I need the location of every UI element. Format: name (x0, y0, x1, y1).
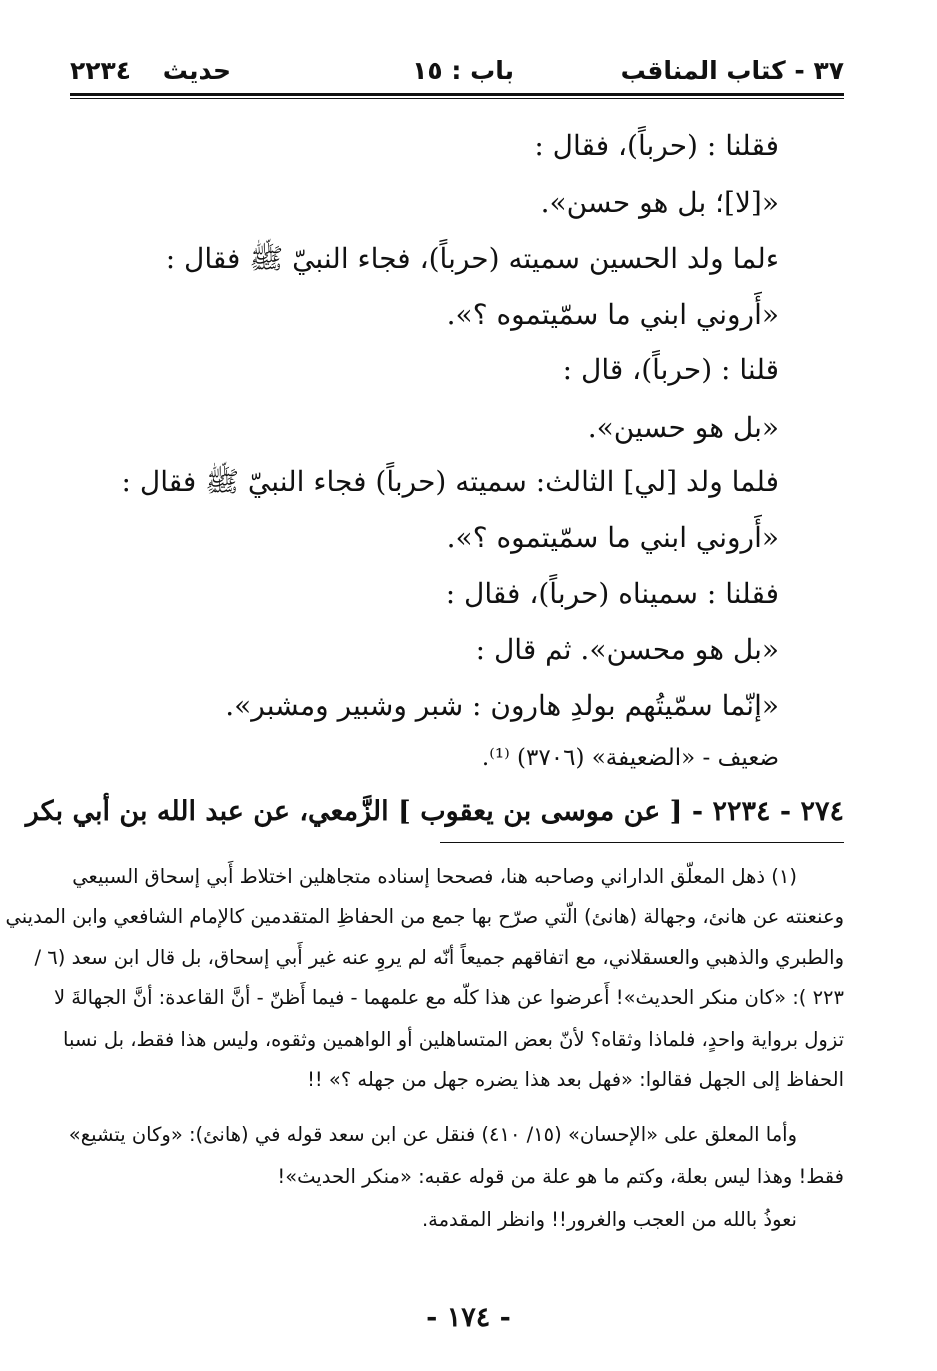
hadith-label: حديث (162, 56, 231, 85)
grading-line: ضعيف - «الضعيفة» (٣٧٠٦) ⁽¹⁾. (481, 745, 779, 771)
footnote-line: تزول برواية واحدٍ، فلماذا وثقاه؟ لأنّ بعض المتساهلين أو الواهمين وثقوه، وليس هذا فقط، بل نسبا (63, 1028, 844, 1051)
hadith-number: ٢٢٣٤ (70, 56, 132, 85)
header-rule-thin (70, 98, 844, 99)
footnote-line: الحفاظ إلى الجهل فقالوا: «فهل بعد هذا يضره جهل من جهله ؟» !! (307, 1068, 844, 1091)
body-line: فلما ولد [لي] الثالث: سميته (حرباً) فجاء النبيّ ﷺ فقال : (121, 465, 779, 498)
body-line: فقلنا : سميناه (حرباً)، فقال : (445, 577, 779, 610)
footnote-line: فقط! وهذا ليس بعلة، وكتم ما هو علة من قوله عقبه: «منكر الحديث»! (277, 1165, 844, 1188)
body-line: «أَروني ابني ما سمّيتموه ؟». (446, 298, 779, 331)
chapter-title: ٣٧ - كتاب المناقب (620, 56, 844, 85)
body-line: «[لا]؛ بل هو حسن». (540, 186, 779, 219)
footnote-line: والطبري والذهبي والعسقلاني، مع اتفاقهم جميعاً أنّه لم يروِ عنه غير أَبي إسحاق، بل قال ابن سعد (٦ / (34, 946, 844, 969)
footnote-line: وعنعنته عن هانئ، وجهالة (هانئ) الّتي صرّح بها جمع من الحفاظِ المتقدمين كالإمام الشافعي وابن المديني (5, 905, 844, 928)
next-hadith-heading: ٢٧٤ - ٢٢٣٤ - [ عن موسى بن يعقوب ] الزَّمعي، عن عبد الله بن أبي بكر (25, 796, 844, 827)
running-header (70, 52, 844, 92)
header-rule-thick (70, 93, 844, 96)
body-line: «بل هو محسن». ثم قال : (475, 633, 779, 666)
footnote-line: (١) ذهل المعلّق الداراني وصاحبه هنا، فصححا إسناده متجاهلين اختلاط أَبي إسحاق السبيعي (72, 865, 797, 888)
footnote-line: ٢٢٣ ): «كان منكر الحديث»! أَعرضوا عن هذا كلّه مع علمهما - فيما أَظنّ - أنَّ القاعدة: أنَّ الجهالةَ لا (53, 986, 844, 1009)
footnote-line: نعوذُ بالله من العجب والغرور!! وانظر المقدمة. (421, 1208, 797, 1231)
footnote-line: وأما المعلق على «الإحسان» (١٥/ ٤١٠) فنقل عن ابن سعد قوله في (هانئ): «وكان يتشيع» (68, 1123, 797, 1146)
body-line: «بل هو حسين». (587, 411, 779, 444)
body-line: «إنّما سمّيتُهم بولدِ هارون : شبر وشبير ومشبر». (225, 689, 779, 722)
body-line: فقلنا : (حرباً)، فقال : (534, 129, 779, 162)
page-number: - ١٧٤ - (426, 1302, 511, 1333)
body-line: ءلما ولد الحسين سميته (حرباً)، فجاء النبيّ ﷺ فقال : (165, 242, 779, 275)
body-line: قلنا : (حرباً)، قال : (562, 353, 779, 386)
footnote-separator (440, 842, 844, 843)
body-line: «أَروني ابني ما سمّيتموه ؟». (446, 521, 779, 554)
section-title: باب : ١٥ (412, 56, 514, 85)
